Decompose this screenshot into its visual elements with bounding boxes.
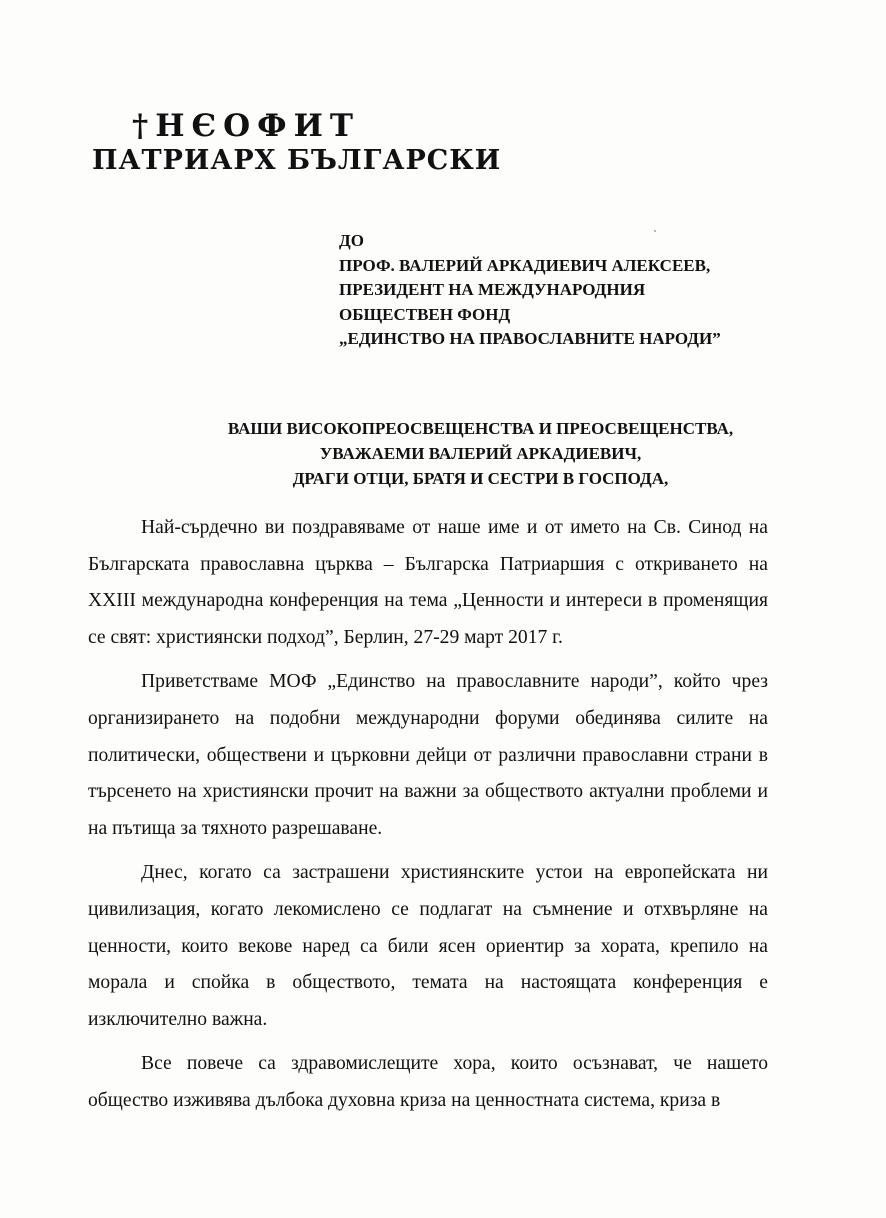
body-paragraph: Все повече са здравомислещите хора, които осъзнават, че нашето общество изживява дълбока духовна криза на ценностната система, криза в	[88, 1053, 768, 1111]
salutation-block	[150, 416, 811, 491]
salutation-line: ВАШИ ВИСОКОПРЕОСВЕЩЕНСТВА И ПРЕОСВЕЩЕНСТВА,	[227, 419, 734, 438]
addressee-block	[339, 229, 721, 352]
addressee-line: ДО	[339, 231, 364, 250]
addressee-line: ПРЕЗИДЕНТ НА МЕЖДУНАРОДНИЯ	[339, 280, 646, 299]
body-paragraph: Днес, когато са застрашени християнските устои на европейската ни цивилизация, когато лекомислено се подлагат на съмнение и отхвърляне на ценности, които векове наред са били ясен ориентир за хората, крепило на морала и спойка в обществото, темата на настоящата конференция е изключително важна.	[88, 862, 768, 1030]
salutation-line: ДРАГИ ОТЦИ, БРАТЯ И СЕСТРИ В ГОСПОДА,	[292, 469, 669, 488]
salutation-line: УВАЖАЕМИ ВАЛЕРИЙ АРКАДИЕВИЧ,	[319, 444, 642, 463]
patriarch-title: ПАТРИАРХ БЪЛГАРСКИ	[92, 145, 502, 176]
body-paragraph: Приветстваме МОФ „Единство на православните народи”, който чрез организирането на подобни международни форуми обединява силите на политически, обществени и църковни дейци от различни православни страни в търсенето на християнски прочит на важни за обществото актуални проблеми и на пътища за тяхното разрешаване.	[88, 671, 768, 839]
letter-body	[88, 510, 768, 1128]
letterhead	[92, 108, 501, 178]
body-paragraph: Най-сърдечно ви поздравяваме от наше име и от името на Св. Синод на Българската православна църква – Българска Патриаршия с откриването на XXIII международна конференция на тема „Ценности и интереси в променящия се свят: християнски подход”, Берлин, 27-29 март 2017 г.	[88, 517, 768, 648]
patriarch-name: †НЄОФИТ	[132, 108, 360, 144]
addressee-line: ПРОФ. ВАЛЕРИЙ АРКАДИЕВИЧ АЛЕКСЕЕВ,	[339, 255, 711, 275]
addressee-line: ОБЩЕСТВЕН ФОНД	[339, 304, 511, 324]
addressee-line: „ЕДИНСТВО НА ПРАВОСЛАВНИТЕ НАРОДИ”	[339, 329, 721, 348]
